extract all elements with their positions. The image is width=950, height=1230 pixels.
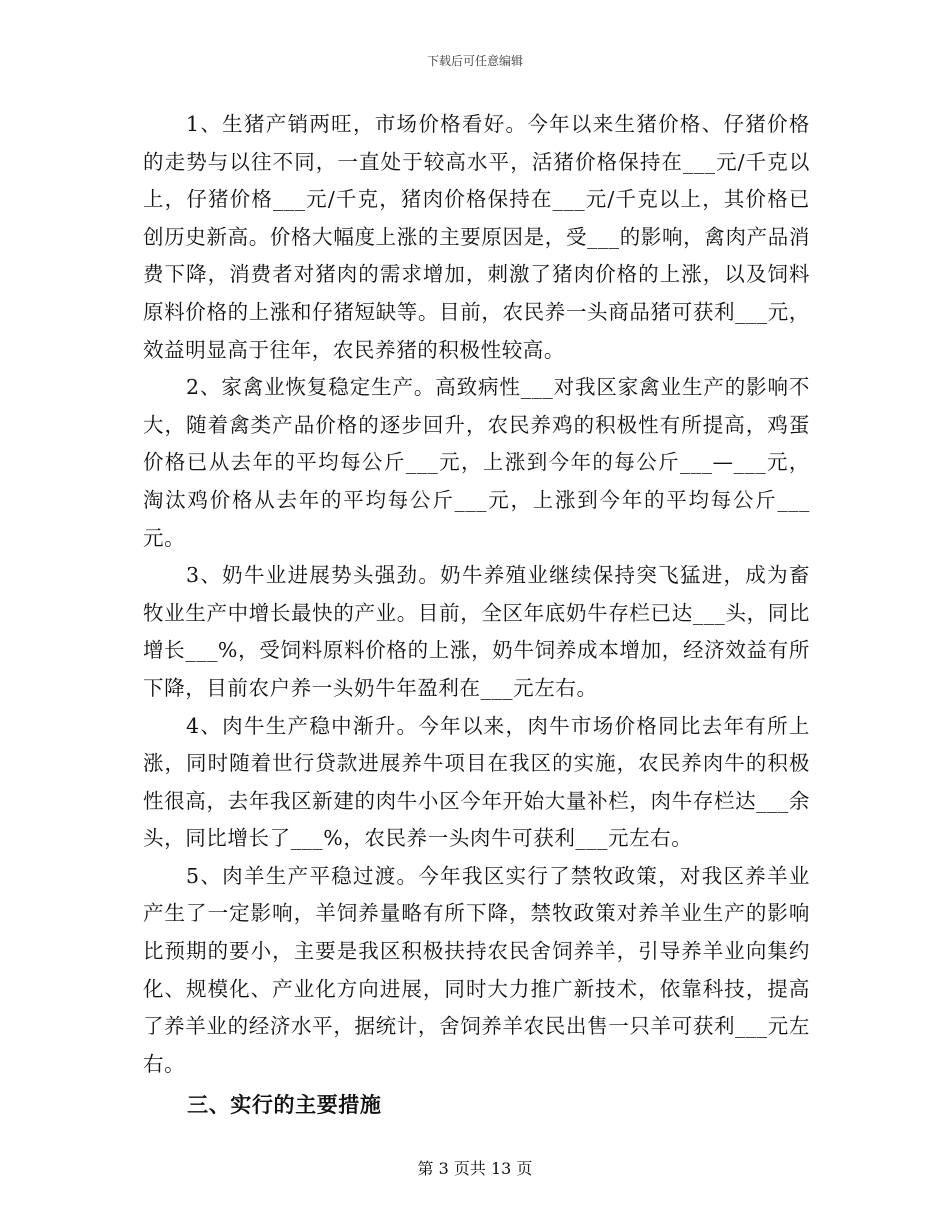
paragraph-beef-cattle: 4、肉牛生产稳中渐升。今年以来，肉牛市场价格同比去年有所上涨，同时随着世行贷款进展养牛项目在我区的实施，农民养肉牛的积极性很高，去年我区新建的肉牛小区今年开始大量补栏，肉牛存栏达___余头，同比增长了___%，农民养一头肉牛可获利___元左右。	[143, 713, 810, 851]
paragraph-dairy-cattle: 3、奶牛业进展势头强劲。奶牛养殖业继续保持突飞猛进，成为畜牧业生产中增长最快的产业。目前，全区年底奶牛存栏已达___头，同比增长___%，受饲料原料价格的上涨，奶牛饲养成本增加，经济效益有所下降，目前农户养一头奶牛年盈利在___元左右。	[143, 563, 810, 700]
paragraph-pig-production: 1、生猪产销两旺，市场价格看好。今年以来生猪价格、仔猪价格的走势与以往不同，一直处于较高水平，活猪价格保持在___元/千克以上，仔猪价格___元/千克，猪肉价格保持在___元/千克以上，其价格已创历史新高。价格大幅度上涨的主要原因是，受___的影响，禽肉产品消费下降，消费者对猪肉的需求增加，刺激了猪肉价格的上涨，以及饲料原料价格的上涨和仔猪短缺等。目前，农民养一头商品猪可获利___元，效益明显高于往年，农民养猪的积极性较高。	[143, 112, 810, 362]
document-body	[143, 106, 810, 1125]
page-number-footer: 第 3 页共 13 页	[417, 1159, 533, 1178]
paragraph-mutton-sheep: 5、肉羊生产平稳过渡。今年我区实行了禁牧政策，对我区养羊业产生了一定影响，羊饲养量略有所下降，禁牧政策对养羊业生产的影响比预期的要小，主要是我区积极扶持农民舍饲养羊，引导养羊业向集约化、规模化、产业化方向进展，同时大力推广新技术，依靠科技，提高了养羊业的经济水平，据统计，舍饲养羊农民出售一只羊可获利___元左右。	[143, 863, 810, 1076]
paragraph-poultry-production: 2、家禽业恢复稳定生产。高致病性___对我区家禽业生产的影响不大，随着禽类产品价格的逐步回升，农民养鸡的积极性有所提高，鸡蛋价格已从去年的平均每公斤___元，上涨到今年的每公斤___—___元，淘汰鸡价格从去年的平均每公斤___元，上涨到今年的平均每公斤___元。	[143, 375, 810, 550]
page-header-note: 下载后可任意编辑	[426, 54, 523, 68]
section-heading: 三、实行的主要措施	[187, 1093, 382, 1118]
